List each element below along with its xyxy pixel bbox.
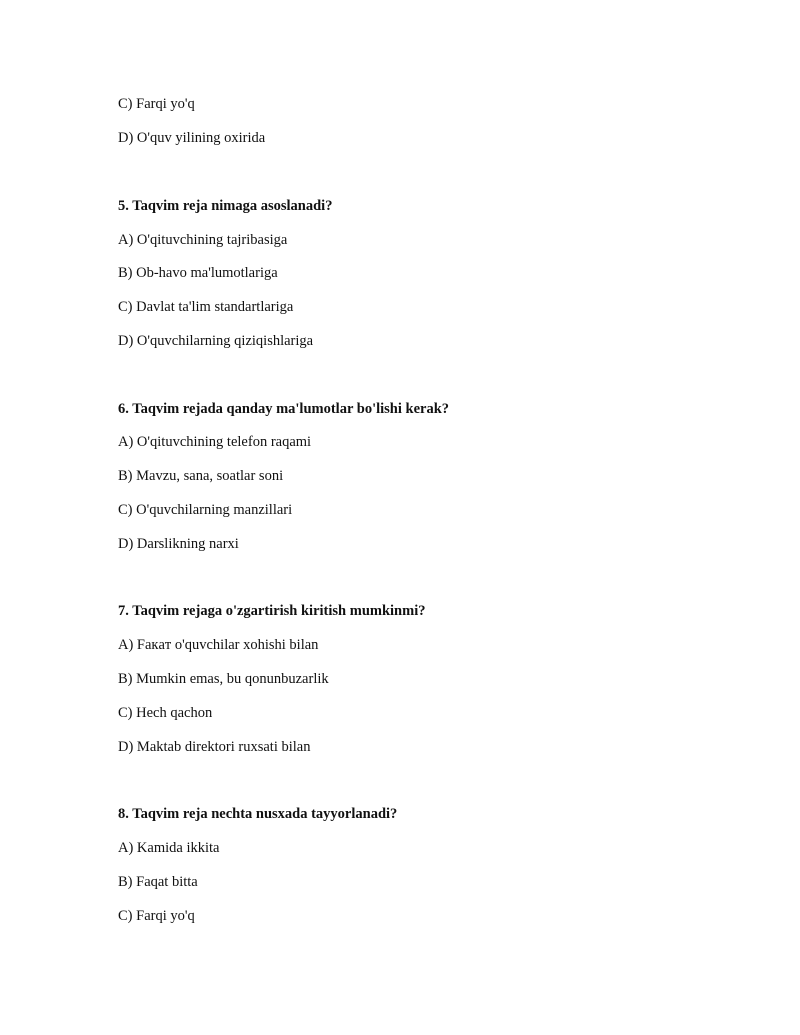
answer-option: D) O'quvchilarning qiziqishlariga	[118, 333, 314, 349]
answer-option: C) O'quvchilarning manzillari	[118, 502, 293, 518]
answer-option: C) Farqi yo'q	[118, 908, 195, 924]
answer-option: A) Kamida ikkita	[118, 840, 220, 856]
answer-option: C) Davlat ta'lim standartlariga	[118, 299, 294, 315]
answer-option: C) Hech qachon	[118, 705, 213, 721]
answer-option: D) O'quv yilining oxirida	[118, 130, 266, 146]
answer-option: C) Farqi yo'q	[118, 96, 195, 112]
answer-option: D) Darslikning narxi	[118, 536, 239, 552]
answer-option: B) Faqat bitta	[118, 874, 198, 890]
answer-option: A) O'qituvchining telefon raqami	[118, 434, 312, 450]
answer-option: A) O'qituvchining tajribasiga	[118, 232, 288, 248]
question-7-heading: 7. Taqvim rejaga o'zgartirish kiritish mumkinmi?	[118, 603, 426, 619]
answer-option: B) Mavzu, sana, soatlar soni	[118, 468, 284, 484]
answer-option: A) Faкaт o'quvchilar xohishi bilan	[118, 637, 319, 653]
question-6-heading: 6. Taqvim rejada qanday ma'lumotlar bo'lishi kerak?	[118, 401, 450, 417]
answer-option: B) Ob-havo ma'lumotlariga	[118, 265, 278, 281]
question-5-heading: 5. Taqvim reja nimaga asoslanadi?	[118, 198, 333, 214]
answer-option: D) Maktab direktori ruxsati bilan	[118, 739, 311, 755]
question-8-heading: 8. Taqvim reja nechta nusxada tayyorlanadi?	[118, 806, 398, 822]
answer-option: B) Mumkin emas, bu qonunbuzarlik	[118, 671, 329, 687]
